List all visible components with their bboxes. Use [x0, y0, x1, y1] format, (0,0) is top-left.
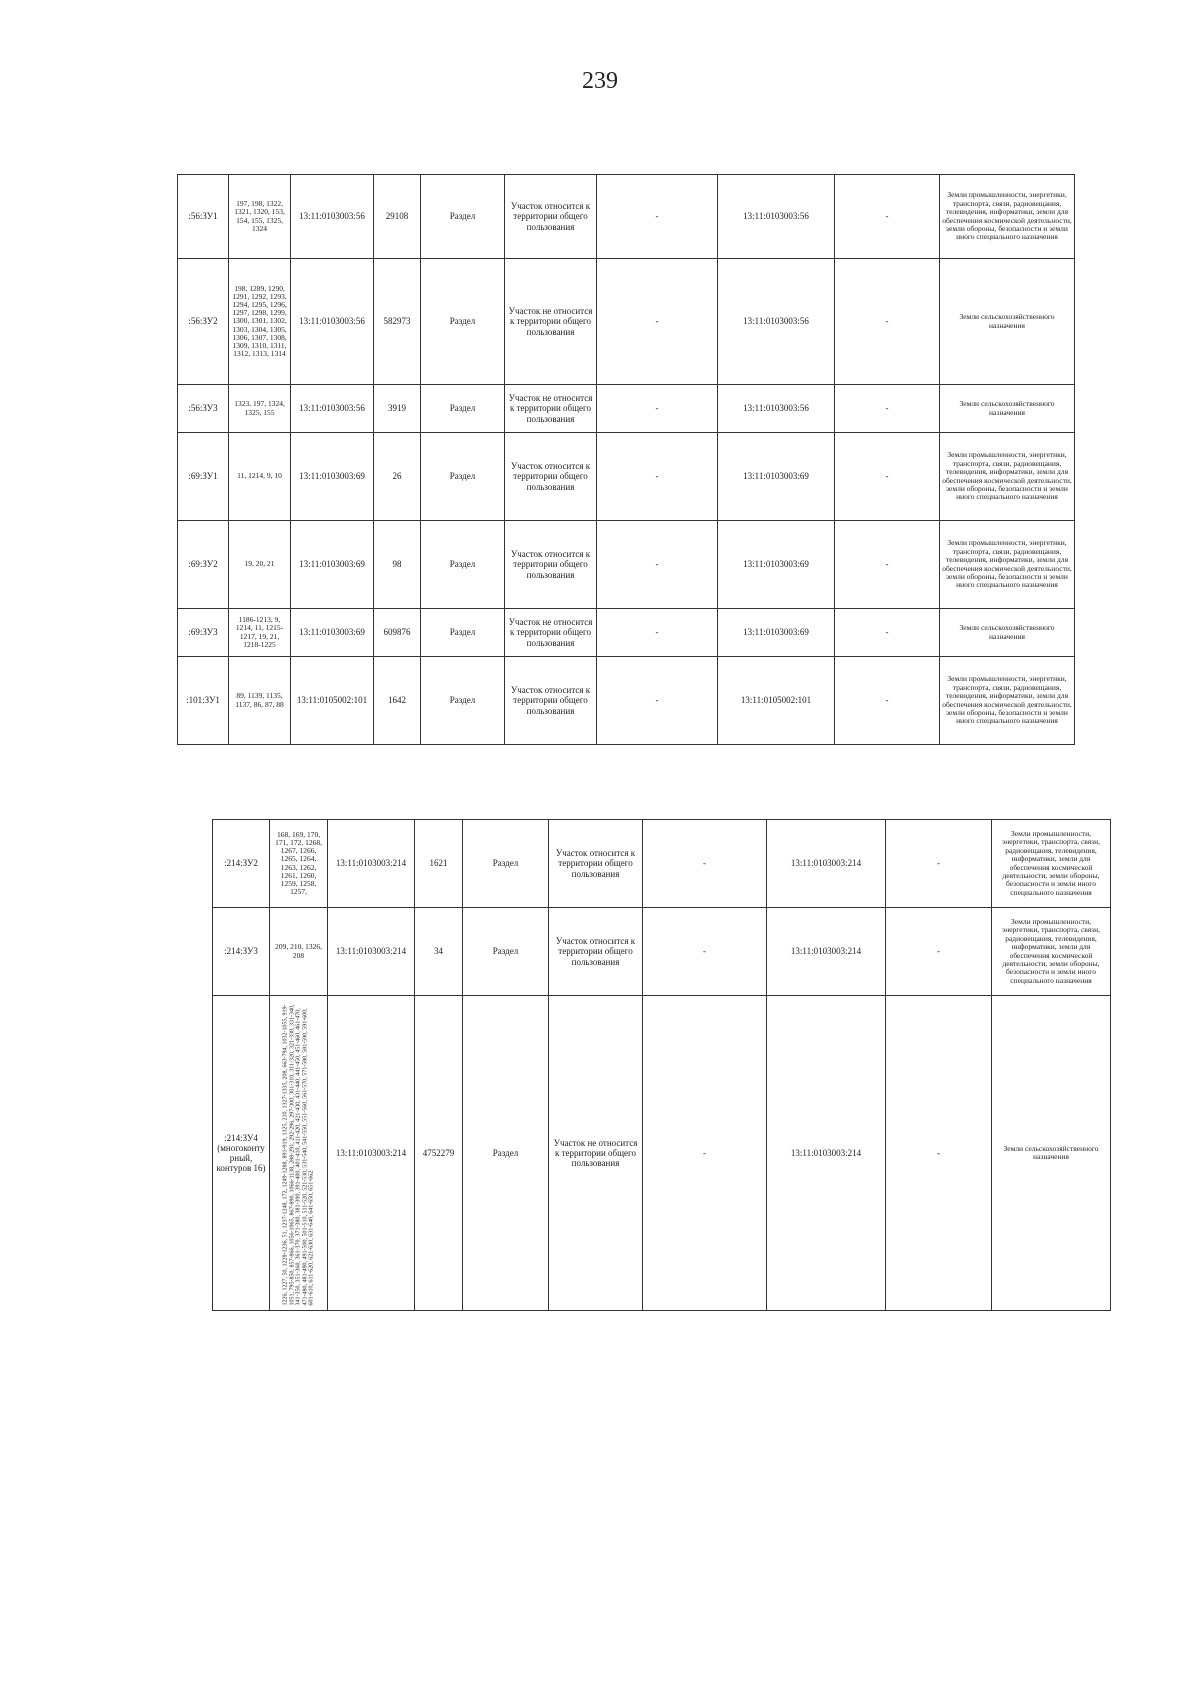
source-cadastral-number: 13:11:0105002:101: [718, 657, 835, 745]
table-row: [178, 385, 1075, 433]
cadastral-number: 13:11:0103003:214: [328, 996, 415, 1311]
formation-method: Раздел: [421, 609, 505, 657]
formation-method: Раздел: [421, 175, 505, 259]
area-value: 582973: [374, 259, 421, 385]
parcel-sources: 168, 169, 170, 171, 172, 1268, 1267, 1266, 1265, 1264, 1263, 1262, 1261, 1260, 1259, 1258, 1257,: [270, 820, 328, 908]
parcel-sources: 1186-1213, 9, 1214, 11, 1215-1217, 19, 21, 1218-1225: [229, 609, 291, 657]
formation-method: Раздел: [421, 521, 505, 609]
table-row: [178, 609, 1075, 657]
public-use-note: Участок не относится к территории общего пользования: [549, 996, 643, 1311]
formation-method: Раздел: [463, 820, 549, 908]
parcel-sources: [270, 996, 328, 1311]
empty-dash: -: [886, 820, 992, 908]
parcel-id: :56:ЗУ3: [178, 385, 229, 433]
empty-dash: -: [886, 908, 992, 996]
table-bottom-body: [213, 820, 1111, 1311]
empty-dash: -: [643, 820, 767, 908]
parcel-id: :56:ЗУ1: [178, 175, 229, 259]
parcel-id: :69:ЗУ1: [178, 433, 229, 521]
public-use-note: Участок не относится к территории общего пользования: [505, 259, 597, 385]
parcel-sources: 11, 1214, 9, 10: [229, 433, 291, 521]
table-row: [213, 908, 1111, 996]
empty-dash: -: [835, 385, 940, 433]
parcel-id: :214:ЗУ4 (многоконтурный, контуров 16): [213, 996, 270, 1311]
area-value: 3919: [374, 385, 421, 433]
parcel-id: :214:ЗУ2: [213, 820, 270, 908]
empty-dash: -: [597, 609, 718, 657]
public-use-note: Участок относится к территории общего пользования: [505, 657, 597, 745]
cadastral-number: 13:11:0103003:56: [291, 385, 374, 433]
cadastral-number: 13:11:0103003:69: [291, 609, 374, 657]
parcel-sources-rotated: 1226, 1227, 50, 1228-1236, 51, 1237-1248, 172, 1249-1288, 891-919, 1325, 210, 1327-1335, 208, 663-794, 1032-1055, 919-1051, 795-850, 857-866, 1056-1065, 867-890, 1066-1138, 288-291, 292-296, 297-300, 301-310, 311-320, 321-330, 331-340, 341-350, 351-360, 361-370, 371-380, 381-390, 391-400, 401-410, 411-420, 421-430, 431-440, 441-450, 451-460, 461-470, 471-480, 481-490, 491-500, 501-510, 511-520, 521-530, 531-540, 541-550, 551-560, 561-570, 571-580, 581-590, 591-600, 601-610, 611-620, 621-630, 631-640, 641-650, 651-662: [282, 1004, 315, 1306]
land-category: Земли промышленности, энергетики, транспорта, связи, радиовещания, телевидения, информатики, земли для обеспечения космической деятельности, земли обороны, безопасности и земли иного специального назначения: [992, 820, 1111, 908]
area-value: 34: [415, 908, 463, 996]
source-cadastral-number: 13:11:0103003:56: [718, 175, 835, 259]
table-row: [178, 175, 1075, 259]
empty-dash: -: [597, 433, 718, 521]
empty-dash: -: [643, 908, 767, 996]
public-use-note: Участок не относится к территории общего пользования: [505, 609, 597, 657]
land-category: Земли сельскохозяйственного назначения: [992, 996, 1111, 1311]
public-use-note: Участок относится к территории общего пользования: [549, 820, 643, 908]
parcels-table-bottom: [212, 819, 1111, 1311]
cadastral-number: 13:11:0103003:214: [328, 908, 415, 996]
source-cadastral-number: 13:11:0103003:214: [767, 996, 886, 1311]
area-value: 1642: [374, 657, 421, 745]
cadastral-number: 13:11:0103003:69: [291, 433, 374, 521]
formation-method: Раздел: [421, 259, 505, 385]
land-category: Земли промышленности, энергетики, транспорта, связи, радиовещания, телевидения, информатики, земли для обеспечения космической деятельности, земли обороны, безопасности и земли иного специального назначения: [940, 175, 1075, 259]
public-use-note: Участок относится к территории общего пользования: [505, 433, 597, 521]
source-cadastral-number: 13:11:0103003:214: [767, 820, 886, 908]
table-top-body: [178, 175, 1075, 745]
parcels-table-top: [177, 174, 1075, 745]
table-row: [178, 657, 1075, 745]
area-value: 609876: [374, 609, 421, 657]
empty-dash: -: [597, 259, 718, 385]
cadastral-number: 13:11:0103003:56: [291, 259, 374, 385]
formation-method: Раздел: [463, 996, 549, 1311]
parcel-sources: 1323, 197, 1324, 1325, 155: [229, 385, 291, 433]
public-use-note: Участок относится к территории общего пользования: [505, 175, 597, 259]
table-row: [178, 259, 1075, 385]
parcel-sources: 198, 1289, 1290, 1291, 1292, 1293, 1294, 1295, 1296, 1297, 1298, 1299, 1300, 1301, 1302, 1303, 1304, 1305, 1306, 1307, 1308, 1309, 1310, 1311, 1312, 1313, 1314: [229, 259, 291, 385]
table-row: [178, 433, 1075, 521]
parcel-sources: 19, 20, 21: [229, 521, 291, 609]
parcel-id: :214:ЗУ3: [213, 908, 270, 996]
public-use-note: Участок не относится к территории общего пользования: [505, 385, 597, 433]
parcel-sources: 209, 210, 1326, 208: [270, 908, 328, 996]
empty-dash: -: [886, 996, 992, 1311]
table-row: [213, 996, 1111, 1311]
table-row: [178, 521, 1075, 609]
area-value: 29108: [374, 175, 421, 259]
land-category: Земли сельскохозяйственного назначения: [940, 385, 1075, 433]
land-category: Земли сельскохозяйственного назначения: [940, 259, 1075, 385]
cadastral-number: 13:11:0103003:56: [291, 175, 374, 259]
source-cadastral-number: 13:11:0103003:69: [718, 521, 835, 609]
formation-method: Раздел: [421, 385, 505, 433]
parcel-id: :56:ЗУ2: [178, 259, 229, 385]
empty-dash: -: [835, 609, 940, 657]
land-category: Земли промышленности, энергетики, транспорта, связи, радиовещания, телевидения, информатики, земли для обеспечения космической деятельности, земли обороны, безопасности и земли иного специального назначения: [940, 521, 1075, 609]
empty-dash: -: [597, 175, 718, 259]
source-cadastral-number: 13:11:0103003:56: [718, 385, 835, 433]
parcel-id: :101:ЗУ1: [178, 657, 229, 745]
empty-dash: -: [835, 433, 940, 521]
cadastral-number: 13:11:0105002:101: [291, 657, 374, 745]
cadastral-number: 13:11:0103003:214: [328, 820, 415, 908]
parcel-id: :69:ЗУ2: [178, 521, 229, 609]
land-category: Земли промышленности, энергетики, транспорта, связи, радиовещания, телевидения, информатики, земли для обеспечения космической деятельности, земли обороны, безопасности и земли иного специального назначения: [992, 908, 1111, 996]
land-category: Земли промышленности, энергетики, транспорта, связи, радиовещания, телевидения, информатики, земли для обеспечения космической деятельности, земли обороны, безопасности и земли иного специального назначения: [940, 433, 1075, 521]
parcel-sources: 197, 198, 1322, 1321, 1320, 153, 154, 155, 1325, 1324: [229, 175, 291, 259]
source-cadastral-number: 13:11:0103003:56: [718, 259, 835, 385]
source-cadastral-number: 13:11:0103003:69: [718, 609, 835, 657]
empty-dash: -: [835, 657, 940, 745]
area-value: 98: [374, 521, 421, 609]
area-value: 1621: [415, 820, 463, 908]
land-category: Земли промышленности, энергетики, транспорта, связи, радиовещания, телевидения, информатики, земли для обеспечения космической деятельности, земли обороны, безопасности и земли иного специального назначения: [940, 657, 1075, 745]
public-use-note: Участок относится к территории общего пользования: [549, 908, 643, 996]
parcel-sources: 89, 1139, 1135, 1137, 86, 87, 88: [229, 657, 291, 745]
source-cadastral-number: 13:11:0103003:214: [767, 908, 886, 996]
table-row: [213, 820, 1111, 908]
empty-dash: -: [597, 657, 718, 745]
formation-method: Раздел: [421, 433, 505, 521]
source-cadastral-number: 13:11:0103003:69: [718, 433, 835, 521]
empty-dash: -: [835, 521, 940, 609]
land-category: Земли сельскохозяйственного назначения: [940, 609, 1075, 657]
cadastral-number: 13:11:0103003:69: [291, 521, 374, 609]
formation-method: Раздел: [421, 657, 505, 745]
area-value: 4752279: [415, 996, 463, 1311]
empty-dash: -: [835, 175, 940, 259]
area-value: 26: [374, 433, 421, 521]
formation-method: Раздел: [463, 908, 549, 996]
empty-dash: -: [597, 385, 718, 433]
public-use-note: Участок относится к территории общего пользования: [505, 521, 597, 609]
parcel-id: :69:ЗУ3: [178, 609, 229, 657]
empty-dash: -: [643, 996, 767, 1311]
empty-dash: -: [835, 259, 940, 385]
page-number: 239: [582, 68, 618, 94]
empty-dash: -: [597, 521, 718, 609]
